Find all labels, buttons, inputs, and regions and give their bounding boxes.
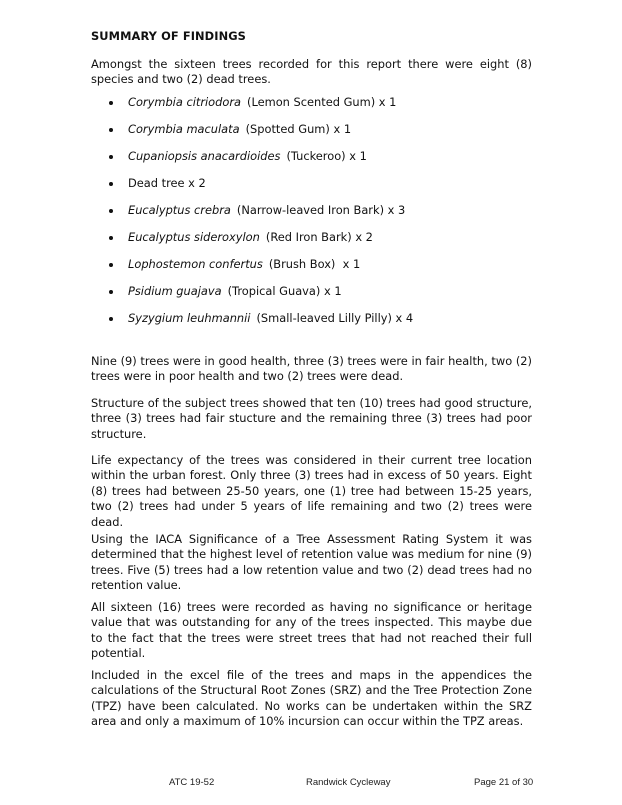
species-list <box>91 95 413 338</box>
species-item <box>91 257 413 284</box>
species-item <box>91 149 413 176</box>
species-detail: (Narrow-leaved Iron Bark) x 3 <box>236 203 406 217</box>
root-zones-paragraph: Included in the excel file of the trees and maps in the appendices the calculations of the Structural Root Zones (SRZ) and the Tree Protection Zone (TPZ) have been calculated. No works can be undertaken within the SRZ area and only a maximum of 10% incursion can occur within the TPZ areas. <box>91 668 532 729</box>
bullet-icon <box>109 128 113 132</box>
species-detail: (Small-leaved Lilly Pilly) x 4 <box>256 311 414 325</box>
bullet-icon <box>109 236 113 240</box>
footer-page-number: Page 21 of 30 <box>474 777 534 788</box>
species-detail: (Lemon Scented Gum) x 1 <box>247 95 397 109</box>
species-scientific-name: Cupaniopsis anacardioides <box>128 149 281 163</box>
health-paragraph: Nine (9) trees were in good health, three (3) trees were in fair health, two (2) trees were in poor health and two (2) trees were dead. <box>91 354 532 384</box>
species-detail: (Brush Box) x 1 <box>268 257 361 271</box>
species-item <box>91 230 413 257</box>
species-detail: (Tropical Guava) x 1 <box>227 284 342 298</box>
species-detail: (Tuckeroo) x 1 <box>286 149 367 163</box>
bullet-icon <box>109 209 113 213</box>
species-scientific-name: Psidium guajava <box>128 284 222 298</box>
species-item <box>91 122 413 149</box>
footer-project-name: Randwick Cycleway <box>306 777 391 788</box>
species-scientific-name: Corymbia maculata <box>128 122 240 136</box>
species-detail: (Red Iron Bark) x 2 <box>265 230 373 244</box>
life-expectancy-paragraph: Life expectancy of the trees was considered in their current tree location within the urban forest. Only three (3) trees had in excess of 50 years. Eight (8) trees had between 25-50 years, one (1) tree had between 15-25 years, two (2) trees had under 5 years of life remaining and two (2) trees were dead. <box>91 453 532 529</box>
bullet-icon <box>109 290 113 294</box>
intro-paragraph: Amongst the sixteen trees recorded for this report there were eight (8) species and two (2) dead trees. <box>91 57 532 87</box>
species-scientific-name: Eucalyptus crebra <box>128 203 231 217</box>
bullet-icon <box>109 263 113 267</box>
species-scientific-name: Lophostemon confertus <box>128 257 263 271</box>
species-item <box>91 203 413 230</box>
species-item <box>91 95 413 122</box>
species-detail: Dead tree x 2 <box>128 176 206 190</box>
retention-value-paragraph: Using the IACA Significance of a Tree Assessment Rating System it was determined that the highest level of retention value was medium for nine (9) trees. Five (5) trees had a low retention value and two (2) dead trees had no retention value. <box>91 532 532 593</box>
species-detail: (Spotted Gum) x 1 <box>245 122 352 136</box>
section-heading: SUMMARY OF FINDINGS <box>91 29 246 43</box>
bullet-icon <box>109 155 113 159</box>
species-scientific-name: Syzygium leuhmannii <box>128 311 251 325</box>
structure-paragraph: Structure of the subject trees showed that ten (10) trees had good structure, three (3) trees had fair stucture and the remaining three (3) trees had poor structure. <box>91 396 532 441</box>
species-item <box>91 176 413 203</box>
significance-paragraph: All sixteen (16) trees were recorded as having no significance or heritage value that was outstanding for any of the trees inspected. This maybe due to the fact that the trees were street trees that had not reached their full potential. <box>91 600 532 661</box>
species-scientific-name: Corymbia citriodora <box>128 95 242 109</box>
species-scientific-name: Eucalyptus sideroxylon <box>128 230 260 244</box>
bullet-icon <box>109 317 113 321</box>
species-item <box>91 284 413 311</box>
bullet-icon <box>109 182 113 186</box>
species-item <box>91 311 413 338</box>
bullet-icon <box>109 101 113 105</box>
footer-document-id: ATC 19-52 <box>169 777 215 788</box>
